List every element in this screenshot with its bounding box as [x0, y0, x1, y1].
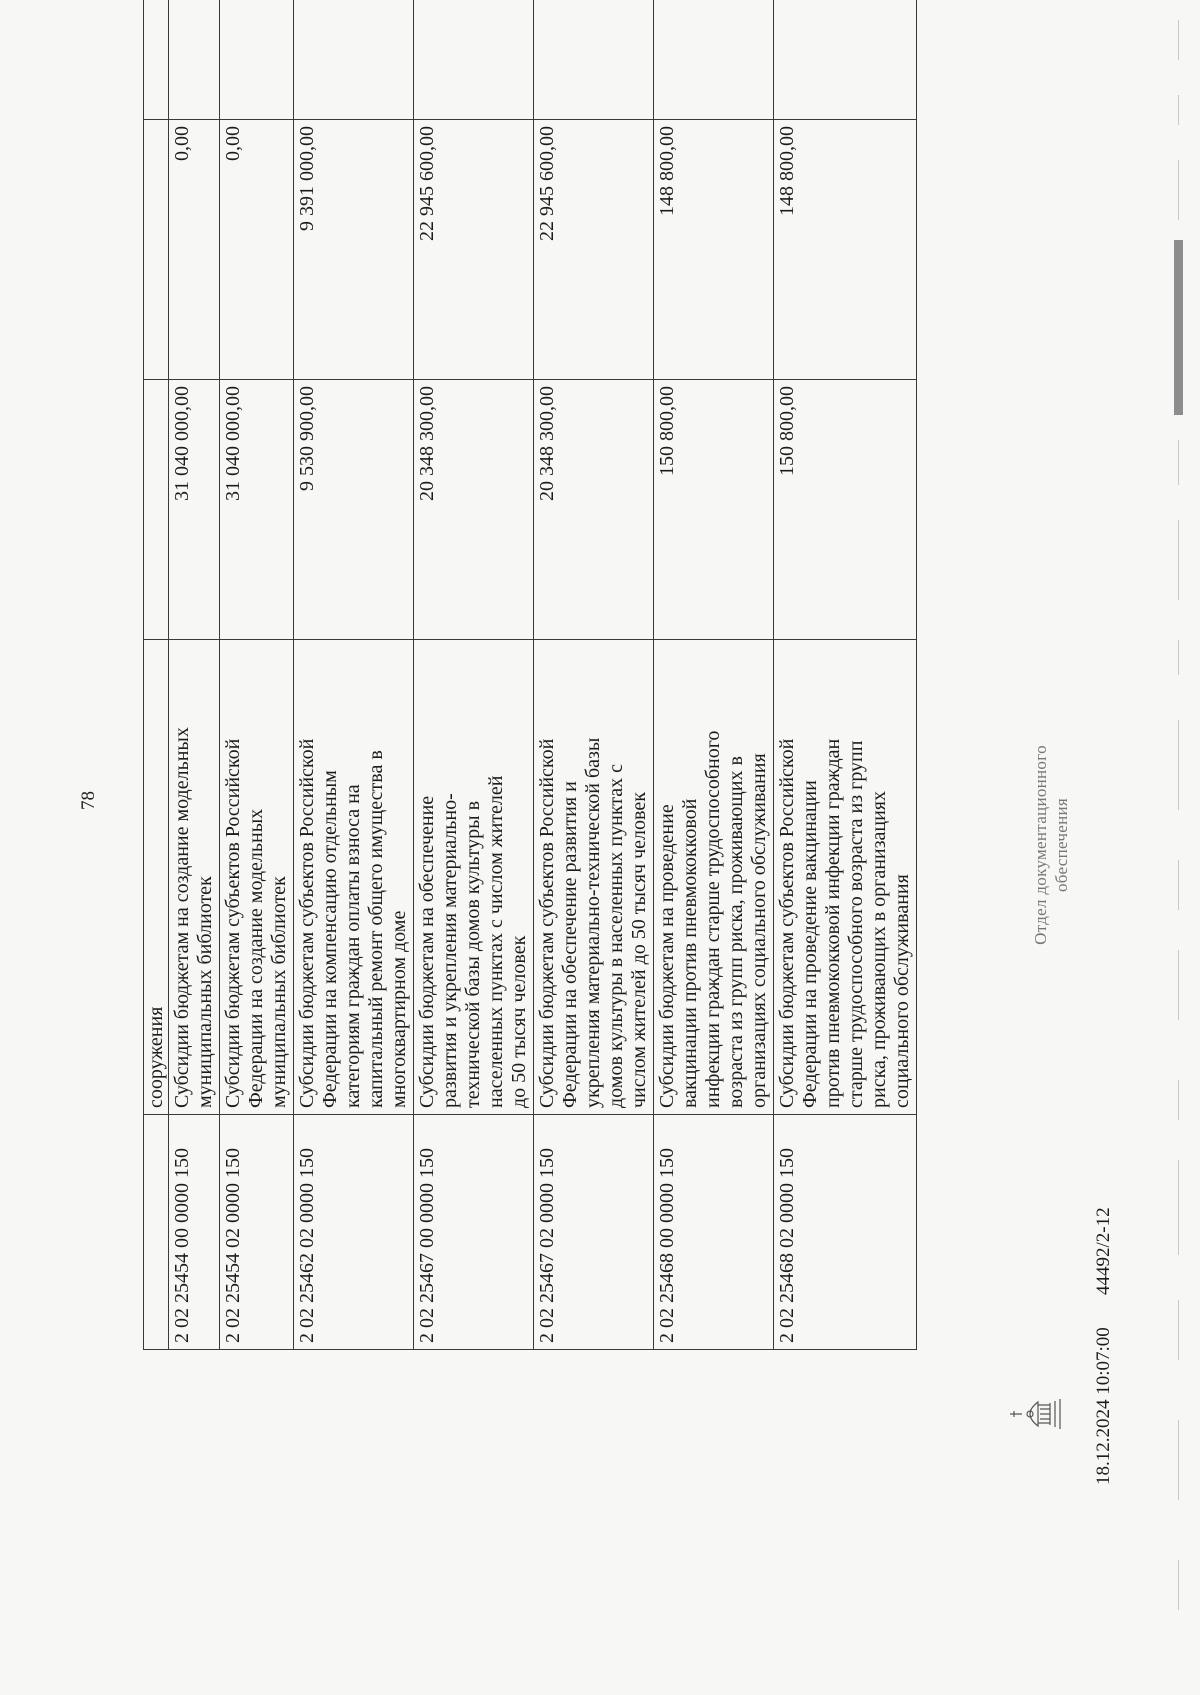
table-row-continuation — [144, 0, 169, 1350]
table-cell-value-3 — [144, 0, 169, 120]
table-cell-value-3 — [220, 0, 294, 120]
table-cell-value-2: 0,00 — [220, 120, 294, 380]
table-cell-code: 2 02 25454 00 0000 150 — [169, 1115, 220, 1350]
footer-document-number: 44492/2-12 — [1093, 1207, 1114, 1295]
description-line: Субсидии бюджетам субъектов Российской — [296, 738, 318, 1108]
table-row — [534, 0, 654, 1350]
table-cell-value-1: 20 348 300,00 — [534, 380, 654, 640]
table-cell-value-2: 22 945 600,00 — [414, 120, 534, 380]
table-cell-description — [220, 640, 294, 1115]
table-cell-value-1: 20 348 300,00 — [414, 380, 534, 640]
table-cell-value-3 — [169, 0, 220, 120]
table-row — [294, 0, 414, 1350]
table-row — [774, 0, 917, 1350]
department-stamp — [1030, 685, 1072, 1005]
description-line: Федерации на проведение вакцинации — [799, 780, 821, 1108]
table-cell-value-3 — [534, 0, 654, 120]
description-line: домов культуры в населенных пунктах с — [605, 763, 627, 1108]
description-line: Субсидии бюджетам субъектов Российской — [776, 738, 798, 1108]
table-cell-value-1: 31 040 000,00 — [220, 380, 294, 640]
description-line: риска, проживающих в организациях — [868, 790, 890, 1108]
table-cell-value-1: 31 040 000,00 — [169, 380, 220, 640]
table-row — [414, 0, 534, 1350]
table-cell-code: 2 02 25468 02 0000 150 — [774, 1115, 917, 1350]
table-row — [654, 0, 774, 1350]
table-cell-code: 2 02 25467 02 0000 150 — [534, 1115, 654, 1350]
description-line: Субсидии бюджетам субъектов Российской — [536, 738, 558, 1108]
table-cell-value-1: 9 530 900,00 — [294, 380, 414, 640]
description-line: Субсидии бюджетам на обеспечение — [416, 795, 438, 1108]
table-cell-code: 2 02 25467 00 0000 150 — [414, 1115, 534, 1350]
table-cell-description — [294, 640, 414, 1115]
table-cell-value-3 — [774, 0, 917, 120]
description-line: организациях социального обслуживания — [748, 753, 770, 1108]
description-line: против пневмококковой инфекции граждан — [822, 738, 844, 1108]
description-line: категориям граждан оплаты взноса на — [342, 784, 364, 1108]
description-line: инфекции граждан старше трудоспособного — [702, 730, 724, 1108]
description-line: до 50 тысяч человек — [508, 935, 530, 1108]
table-cell-description — [169, 640, 220, 1115]
stamp-line-2: обеспечения — [1052, 797, 1071, 893]
stamp-line-1: Отдел документационного — [1031, 745, 1050, 945]
table-cell-code: 2 02 25454 02 0000 150 — [220, 1115, 294, 1350]
table-cell-value-2: 148 800,00 — [654, 120, 774, 380]
description-line: капитальный ремонт общего имущества в — [365, 750, 387, 1108]
description-line: Федерации на компенсацию отдельным — [319, 770, 341, 1108]
description-line: Субсидии бюджетам на создание модельных — [171, 727, 193, 1108]
table-cell-value-2 — [144, 120, 169, 380]
table-row — [220, 0, 294, 1350]
table-cell-description — [774, 640, 917, 1115]
page-number: 78 — [78, 791, 99, 810]
description-line: социального обслуживания — [891, 874, 913, 1108]
table-cell-value-3 — [654, 0, 774, 120]
table-cell-code: 2 02 25462 02 0000 150 — [294, 1115, 414, 1350]
table-cell-value-2: 22 945 600,00 — [534, 120, 654, 380]
table-cell-value-1 — [144, 380, 169, 640]
description-line: технической базы домов культуры в — [462, 800, 484, 1108]
table-cell-description — [414, 640, 534, 1115]
description-line: укрепления материально-технической базы — [582, 737, 604, 1108]
description-line: возраста из групп риска, проживающих в — [725, 756, 747, 1108]
description-line: развития и укрепления материально- — [439, 793, 461, 1108]
table-cell-code — [144, 1115, 169, 1350]
table-cell-description: сооружения — [144, 640, 169, 1115]
description-line: числом жителей до 50 тысяч человек — [628, 792, 650, 1108]
table-cell-description — [654, 640, 774, 1115]
description-line: Субсидии бюджетам на проведение — [656, 804, 678, 1108]
table-row — [169, 0, 220, 1350]
description-line: Федерации на обеспечение развития и — [559, 781, 581, 1108]
emblem-icon — [1000, 1393, 1066, 1435]
table-cell-value-2: 9 391 000,00 — [294, 120, 414, 380]
budget-table — [143, 0, 917, 1350]
description-line: населенных пунктах с числом жителей — [485, 775, 507, 1108]
footer-datetime: 18.12.2024 10:07:00 — [1093, 1327, 1114, 1485]
description-line: многоквартирном доме — [388, 910, 410, 1108]
table-cell-value-1: 150 800,00 — [774, 380, 917, 640]
description-line: муниципальных библиотек — [268, 876, 290, 1108]
description-line: вакцинации против пневмококковой — [679, 798, 701, 1108]
table-cell-value-3 — [414, 0, 534, 120]
table-cell-value-2: 148 800,00 — [774, 120, 917, 380]
table-cell-value-2: 0,00 — [169, 120, 220, 380]
table-cell-value-1: 150 800,00 — [654, 380, 774, 640]
table-cell-description — [534, 640, 654, 1115]
description-line: муниципальных библиотек — [194, 876, 216, 1108]
description-line: Субсидии бюджетам субъектов Российской — [222, 738, 244, 1108]
description-line: старше трудоспособного возраста из групп — [845, 740, 867, 1108]
description-line: Федерации на создание модельных — [245, 808, 267, 1108]
table-cell-value-3 — [294, 0, 414, 120]
table-cell-code: 2 02 25468 00 0000 150 — [654, 1115, 774, 1350]
